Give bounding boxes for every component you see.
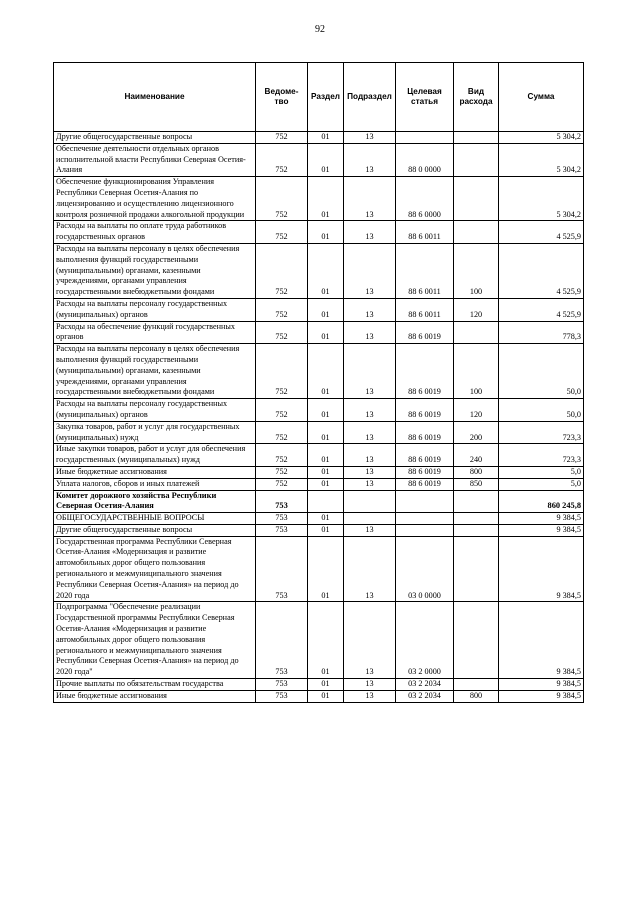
header-sum: Сумма [499, 63, 584, 132]
table-row [54, 221, 584, 244]
cell-dept: 752 [256, 221, 308, 244]
cell-section: 01 [308, 221, 344, 244]
cell-sum: 9 384,5 [499, 602, 584, 679]
cell-type [454, 321, 499, 344]
header-name: Наименование [54, 63, 256, 132]
cell-subsection: 13 [344, 298, 396, 321]
cell-target [396, 513, 454, 525]
cell-section: 01 [308, 513, 344, 525]
cell-dept: 752 [256, 444, 308, 467]
cell-sum: 4 525,9 [499, 221, 584, 244]
header-section: Раздел [308, 63, 344, 132]
header-subsection: Подраздел [344, 63, 396, 132]
cell-sum: 5,0 [499, 466, 584, 478]
cell-subsection: 13 [344, 421, 396, 444]
cell-subsection: 13 [344, 132, 396, 144]
cell-section: 01 [308, 344, 344, 399]
cell-target: 88 6 0019 [396, 466, 454, 478]
cell-sum: 4 525,9 [499, 243, 584, 298]
cell-type [454, 679, 499, 691]
cell-name: ОБЩЕГОСУДАРСТВЕННЫЕ ВОПРОСЫ [54, 513, 256, 525]
cell-section: 01 [308, 444, 344, 467]
cell-subsection: 13 [344, 399, 396, 422]
cell-dept: 753 [256, 490, 308, 513]
cell-subsection: 13 [344, 679, 396, 691]
table-row [54, 602, 584, 679]
cell-target [396, 490, 454, 513]
table-row [54, 143, 584, 176]
cell-subsection [344, 490, 396, 513]
cell-target: 88 6 0011 [396, 298, 454, 321]
cell-name: Иные закупки товаров, работ и услуг для обеспечения государственных (муниципальных) нужд [54, 444, 256, 467]
header-target: Целевая статья [396, 63, 454, 132]
header-dept: Ведоме-тво [256, 63, 308, 132]
cell-name: Обеспечение деятельности отдельных органов исполнительной власти Республики Северная Осетия-Алания [54, 143, 256, 176]
cell-type [454, 490, 499, 513]
table-row [54, 490, 584, 513]
cell-name: Иные бюджетные ассигнования [54, 466, 256, 478]
cell-dept: 752 [256, 298, 308, 321]
cell-sum: 4 525,9 [499, 298, 584, 321]
cell-type: 240 [454, 444, 499, 467]
cell-dept: 752 [256, 421, 308, 444]
cell-subsection: 13 [344, 478, 396, 490]
cell-subsection: 13 [344, 143, 396, 176]
cell-section [308, 490, 344, 513]
table-row [54, 298, 584, 321]
cell-sum: 5 304,2 [499, 177, 584, 221]
cell-dept: 753 [256, 524, 308, 536]
table-row [54, 321, 584, 344]
cell-section: 01 [308, 143, 344, 176]
cell-type: 800 [454, 466, 499, 478]
cell-sum: 5 304,2 [499, 143, 584, 176]
cell-section: 01 [308, 298, 344, 321]
header-type: Вид расхода [454, 63, 499, 132]
cell-subsection: 13 [344, 444, 396, 467]
cell-dept: 753 [256, 690, 308, 702]
cell-target: 88 0 0000 [396, 143, 454, 176]
cell-target: 88 6 0019 [396, 321, 454, 344]
cell-section: 01 [308, 690, 344, 702]
table-row [54, 399, 584, 422]
cell-sum: 50,0 [499, 344, 584, 399]
cell-sum: 9 384,5 [499, 690, 584, 702]
cell-name: Прочие выплаты по обязательствам государства [54, 679, 256, 691]
cell-target: 88 6 0000 [396, 177, 454, 221]
cell-section: 01 [308, 421, 344, 444]
cell-section: 01 [308, 132, 344, 144]
cell-dept: 752 [256, 399, 308, 422]
table-row [54, 679, 584, 691]
table-body [54, 132, 584, 703]
table-row [54, 444, 584, 467]
cell-dept: 752 [256, 143, 308, 176]
cell-dept: 753 [256, 602, 308, 679]
table-row [54, 524, 584, 536]
cell-type: 120 [454, 399, 499, 422]
cell-section: 01 [308, 399, 344, 422]
cell-section: 01 [308, 177, 344, 221]
cell-name: Обеспечение функционирования Управления Республики Северная Осетия-Алания по лицензированию и осуществлению лицензионного контроля розничной продажи алкогольной продукции [54, 177, 256, 221]
cell-name: Закупка товаров, работ и услуг для государственных (муниципальных) нужд [54, 421, 256, 444]
cell-subsection [344, 513, 396, 525]
cell-section: 01 [308, 321, 344, 344]
table-row [54, 344, 584, 399]
cell-subsection: 13 [344, 321, 396, 344]
cell-sum: 5,0 [499, 478, 584, 490]
cell-type: 100 [454, 344, 499, 399]
cell-target: 03 2 0000 [396, 602, 454, 679]
cell-type [454, 524, 499, 536]
cell-name: Расходы на выплаты персоналу государственных (муниципальных) органов [54, 399, 256, 422]
cell-dept: 752 [256, 243, 308, 298]
cell-target [396, 132, 454, 144]
cell-target: 88 6 0019 [396, 344, 454, 399]
cell-sum: 723,3 [499, 421, 584, 444]
cell-subsection: 13 [344, 602, 396, 679]
cell-sum: 9 384,5 [499, 513, 584, 525]
cell-subsection: 13 [344, 466, 396, 478]
cell-dept: 752 [256, 321, 308, 344]
cell-name: Другие общегосударственные вопросы [54, 524, 256, 536]
cell-name: Подпрограмма "Обеспечение реализации Государственной программы Республики Северная Осетия-Алания «Модернизация и развитие автомобильных дорог общего пользования регионального и межмуниципального значения Республики Северная Осетия-Алания» на период до 2020 года" [54, 602, 256, 679]
table-header-row [54, 63, 584, 132]
cell-section: 01 [308, 243, 344, 298]
cell-type [454, 536, 499, 602]
cell-dept: 752 [256, 466, 308, 478]
cell-section: 01 [308, 602, 344, 679]
cell-type [454, 143, 499, 176]
cell-name: Расходы на выплаты персоналу в целях обеспечения выполнения функций государственными (муниципальными) органами, казенными учреждениями, органами управления государственными внебюджетными фондами [54, 344, 256, 399]
cell-type: 850 [454, 478, 499, 490]
cell-dept: 752 [256, 344, 308, 399]
table-row [54, 243, 584, 298]
cell-type [454, 221, 499, 244]
cell-dept: 753 [256, 536, 308, 602]
cell-dept: 752 [256, 478, 308, 490]
cell-sum: 860 245,8 [499, 490, 584, 513]
cell-dept: 752 [256, 177, 308, 221]
table-row [54, 132, 584, 144]
cell-name: Иные бюджетные ассигнования [54, 690, 256, 702]
cell-section: 01 [308, 524, 344, 536]
cell-type [454, 177, 499, 221]
table-row [54, 478, 584, 490]
cell-sum: 9 384,5 [499, 524, 584, 536]
cell-sum: 9 384,5 [499, 536, 584, 602]
cell-target: 88 6 0019 [396, 444, 454, 467]
cell-subsection: 13 [344, 243, 396, 298]
table-row [54, 421, 584, 444]
cell-name: Расходы на выплаты персоналу государственных (муниципальных) органов [54, 298, 256, 321]
cell-dept: 753 [256, 679, 308, 691]
cell-target: 88 6 0011 [396, 221, 454, 244]
cell-name: Расходы на обеспечение функций государственных органов [54, 321, 256, 344]
cell-section: 01 [308, 679, 344, 691]
cell-type: 100 [454, 243, 499, 298]
cell-subsection: 13 [344, 221, 396, 244]
table-row [54, 177, 584, 221]
cell-subsection: 13 [344, 524, 396, 536]
cell-target: 03 2 2034 [396, 690, 454, 702]
cell-section: 01 [308, 478, 344, 490]
table-row [54, 536, 584, 602]
cell-sum: 723,3 [499, 444, 584, 467]
cell-type [454, 602, 499, 679]
cell-dept: 752 [256, 132, 308, 144]
cell-target: 88 6 0019 [396, 478, 454, 490]
cell-target: 03 2 2034 [396, 679, 454, 691]
budget-table [53, 62, 584, 703]
cell-name: Расходы на выплаты по оплате труда работников государственных органов [54, 221, 256, 244]
cell-subsection: 13 [344, 177, 396, 221]
cell-target [396, 524, 454, 536]
cell-section: 01 [308, 466, 344, 478]
cell-type: 200 [454, 421, 499, 444]
cell-sum: 9 384,5 [499, 679, 584, 691]
cell-subsection: 13 [344, 690, 396, 702]
table-row [54, 690, 584, 702]
table-row [54, 466, 584, 478]
cell-target: 88 6 0019 [396, 399, 454, 422]
cell-type: 800 [454, 690, 499, 702]
cell-subsection: 13 [344, 344, 396, 399]
cell-sum: 50,0 [499, 399, 584, 422]
cell-target: 03 0 0000 [396, 536, 454, 602]
cell-type [454, 513, 499, 525]
cell-type [454, 132, 499, 144]
cell-target: 88 6 0019 [396, 421, 454, 444]
cell-name: Уплата налогов, сборов и иных платежей [54, 478, 256, 490]
cell-type: 120 [454, 298, 499, 321]
table-row [54, 513, 584, 525]
cell-section: 01 [308, 536, 344, 602]
cell-name: Комитет дорожного хозяйства Республики Северная Осетия-Алания [54, 490, 256, 513]
cell-name: Другие общегосударственные вопросы [54, 132, 256, 144]
cell-subsection: 13 [344, 536, 396, 602]
cell-name: Государственная программа Республики Северная Осетия-Алания «Модернизация и развитие автомобильных дорог общего пользования регионального и межмуниципального значения Республики Северная Осетия-Алания» на период до 2020 года [54, 536, 256, 602]
page-number: 92 [315, 24, 325, 35]
cell-name: Расходы на выплаты персоналу в целях обеспечения выполнения функций государственными (муниципальными) органами, казенными учреждениями, органами управления государственными внебюджетными фондами [54, 243, 256, 298]
cell-target: 88 6 0011 [396, 243, 454, 298]
cell-sum: 5 304,2 [499, 132, 584, 144]
cell-sum: 778,3 [499, 321, 584, 344]
cell-dept: 753 [256, 513, 308, 525]
